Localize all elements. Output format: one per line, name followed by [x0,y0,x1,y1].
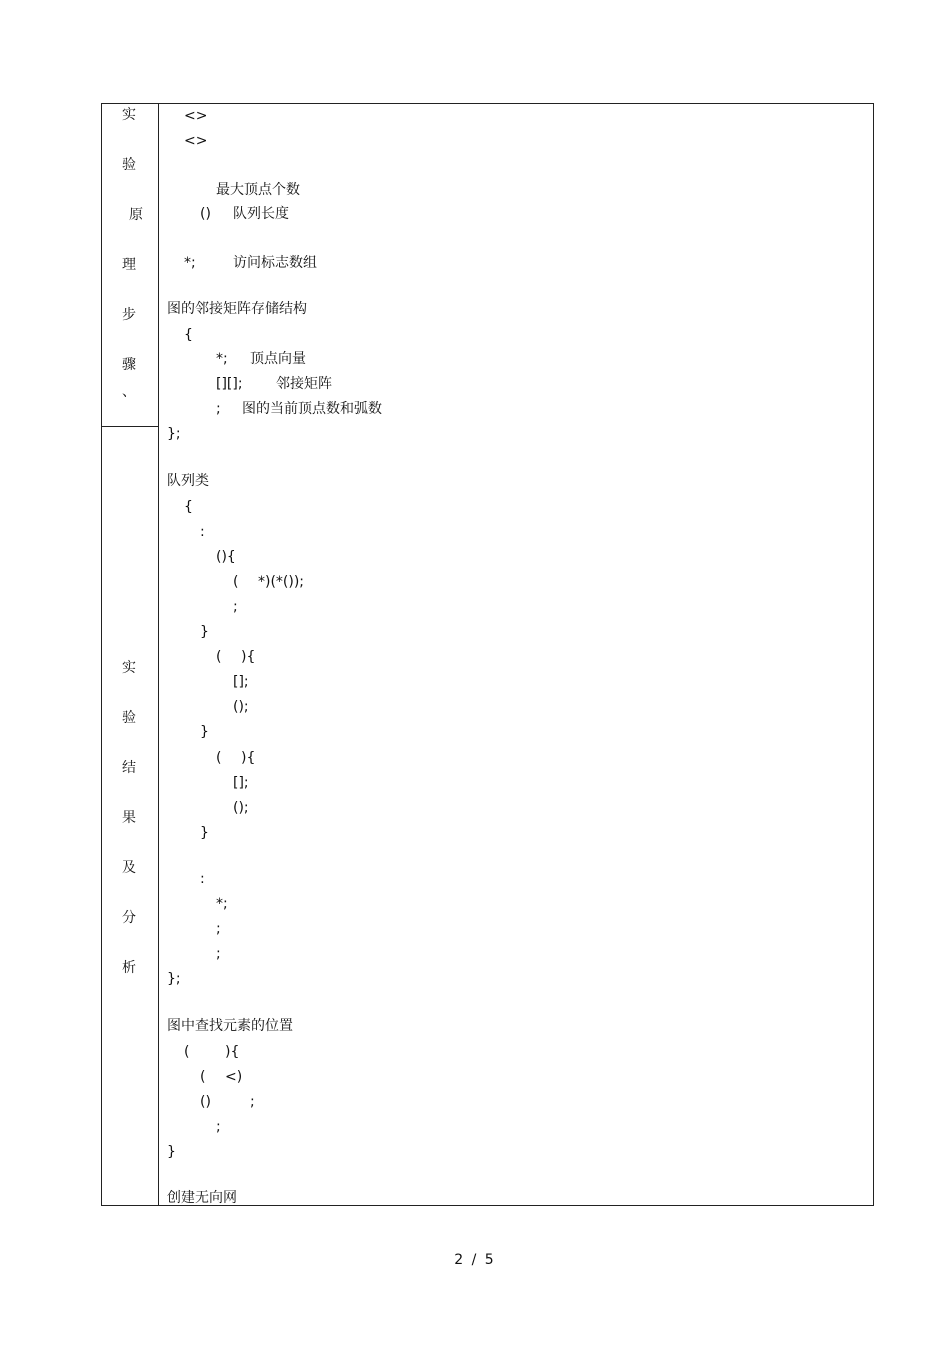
label-char: 步 [122,307,136,323]
code-line: ( [216,750,222,766]
code-line: () [200,206,211,222]
label-char: 验 [122,710,136,726]
code-line: : [200,524,205,540]
label-char: 验 [122,157,136,173]
label-char: 析 [122,960,136,976]
code-line: 最大顶点个数 [216,182,300,198]
experiment-table [101,103,874,1206]
code-line: *; [184,255,196,271]
label-char: 及 [122,860,136,876]
label-char: 骤 [122,357,136,373]
label-char: 、 [122,384,136,400]
code-line: { [184,327,193,343]
code-line: 访问标志数组 [233,255,317,271]
code-line: *; [216,896,228,912]
code-line: ; [233,599,238,615]
code-line: ( [184,1044,190,1060]
code-line: ){ [241,649,256,665]
code-line: } [200,624,209,640]
code-line: 队列类 [167,473,209,489]
code-line: *; [216,351,228,367]
code-line: <) [225,1069,243,1085]
label-char: 分 [122,910,136,926]
label-char: 理 [122,257,136,273]
label-char: 果 [122,810,136,826]
page-number: 2 / 5 [454,1252,496,1268]
label-char: 原 [129,207,143,223]
code-line: ( [200,1069,206,1085]
code-line: 图的当前顶点数和弧数 [242,401,382,417]
code-line: ; [216,1119,221,1135]
code-line: }; [167,426,181,442]
code-line: 队列长度 [233,206,289,222]
label-char: 实 [122,107,136,123]
code-line: (){ [216,549,236,565]
code-line: ; [250,1094,255,1110]
code-line: []; [233,674,249,690]
code-line: 图中查找元素的位置 [167,1018,293,1034]
code-line: 创建无向网 [167,1190,237,1206]
code-line: (); [233,800,249,816]
code-line: }; [167,971,181,987]
code-line: ; [216,921,221,937]
code-line: [][]; [216,376,243,392]
code-line: []; [233,775,249,791]
code-line: *)(*()); [258,574,305,590]
code-line: 图的邻接矩阵存储结构 [167,301,307,317]
label-char: 结 [122,760,136,776]
code-line: ( [233,574,239,590]
code-line: ; [216,401,221,417]
label-char: 实 [122,660,136,676]
code-line: ; [216,946,221,962]
code-line: (); [233,699,249,715]
code-line: } [167,1144,176,1160]
code-line: ){ [225,1044,240,1060]
code-line: <> [184,133,208,149]
code-line: : [200,871,205,887]
code-line: 邻接矩阵 [276,376,332,392]
code-line: ){ [241,750,256,766]
section-divider [102,426,159,427]
code-line: <> [184,108,208,124]
code-line: } [200,825,209,841]
section-label-column [102,104,159,1205]
code-line: } [200,724,209,740]
code-line: 顶点向量 [250,351,306,367]
code-line: () [200,1094,211,1110]
code-line: { [184,499,193,515]
code-line: ( [216,649,222,665]
